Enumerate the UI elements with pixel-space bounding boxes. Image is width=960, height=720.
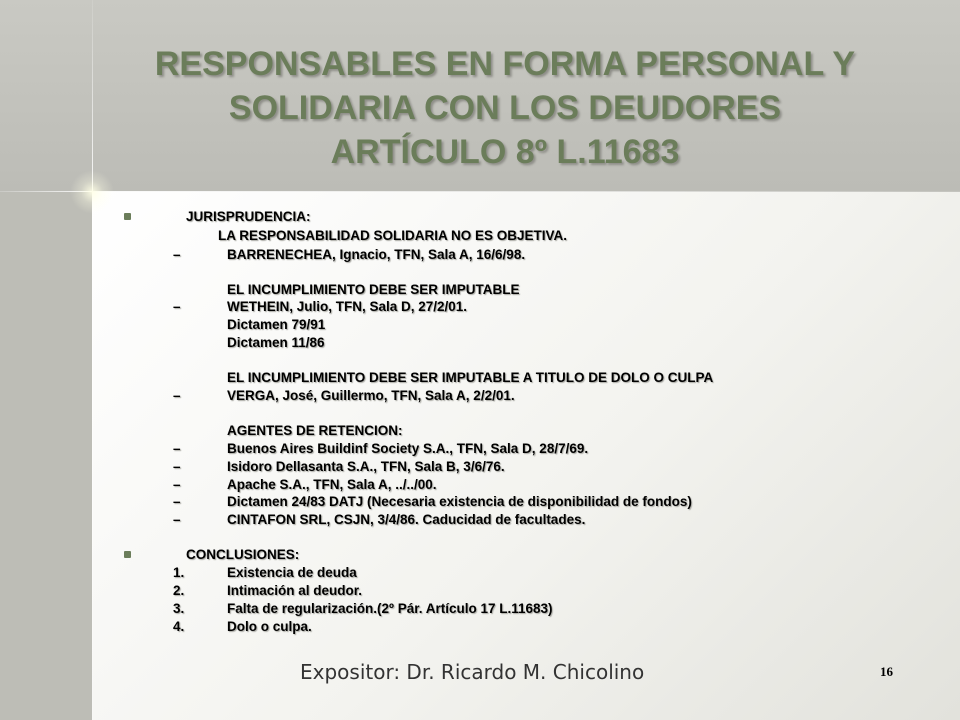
list-dash: – bbox=[173, 388, 181, 403]
dictamen-11-86: Dictamen 11/86 bbox=[227, 335, 325, 350]
case-wethein: WETHEIN, Julio, TFN, Sala D, 27/2/01. bbox=[227, 299, 468, 314]
list-dash: – bbox=[173, 441, 181, 456]
list-dash: – bbox=[173, 247, 181, 262]
agente-item: Isidoro Dellasanta S.A., TFN, Sala B, 3/6/76. bbox=[227, 459, 505, 474]
conclusion-item: Intimación al deudor. bbox=[227, 583, 363, 598]
conclusion-number: 3. bbox=[173, 601, 185, 616]
conclusion-number: 1. bbox=[173, 565, 185, 580]
bullet-square-icon bbox=[124, 551, 131, 558]
section-agentes-retencion: AGENTES DE RETENCION: bbox=[227, 423, 403, 438]
conclusion-number: 2. bbox=[173, 583, 185, 598]
agente-item: Apache S.A., TFN, Sala A, ../../00. bbox=[227, 477, 437, 492]
presenter-footer: Expositor: Dr. Ricardo M. Chicolino bbox=[300, 660, 645, 684]
jurisprudencia-heading: JURISPRUDENCIA: bbox=[186, 209, 311, 224]
section-imputable: EL INCUMPLIMIENTO DEBE SER IMPUTABLE bbox=[227, 282, 520, 297]
agente-item: Buenos Aires Buildinf Society S.A., TFN, Sala D, 28/7/69. bbox=[227, 441, 589, 456]
decorative-star-glow bbox=[70, 170, 114, 214]
slide-title bbox=[110, 42, 900, 174]
title-line-1: RESPONSABLES EN FORMA PERSONAL Y bbox=[154, 45, 856, 83]
case-barrenechea: BARRENECHEA, Ignacio, TFN, Sala A, 16/6/98. bbox=[227, 247, 526, 262]
agente-item: CINTAFON SRL, CSJN, 3/4/86. Caducidad de facultades. bbox=[227, 512, 586, 527]
list-dash: – bbox=[173, 459, 181, 474]
list-dash: – bbox=[173, 299, 181, 314]
conclusion-item: Existencia de deuda bbox=[227, 565, 357, 580]
case-verga: VERGA, José, Guillermo, TFN, Sala A, 2/2/01. bbox=[227, 388, 515, 403]
page-number: 16 bbox=[880, 664, 893, 679]
conclusion-number: 4. bbox=[173, 619, 185, 634]
decorative-star-horizontal bbox=[0, 191, 960, 192]
decorative-star-vertical bbox=[92, 0, 93, 720]
dictamen-79-91: Dictamen 79/91 bbox=[227, 317, 326, 332]
list-dash: – bbox=[173, 477, 181, 492]
list-dash: – bbox=[173, 494, 181, 509]
conclusion-item: Dolo o culpa. bbox=[227, 619, 312, 634]
conclusiones-heading: CONCLUSIONES: bbox=[186, 547, 300, 562]
list-dash: – bbox=[173, 512, 181, 527]
title-line-2: SOLIDARIA CON LOS DEUDORES bbox=[228, 89, 782, 127]
bullet-square-icon bbox=[124, 213, 131, 220]
title-line-3: ARTÍCULO 8º L.11683 bbox=[330, 133, 680, 171]
section-dolo-culpa: EL INCUMPLIMIENTO DEBE SER IMPUTABLE A TITULO DE DOLO O CULPA bbox=[227, 370, 714, 385]
conclusion-item: Falta de regularización.(2º Pár. Artículo 17 L.11683) bbox=[227, 601, 553, 616]
jurisprudencia-subheading: LA RESPONSABILIDAD SOLIDARIA NO ES OBJETIVA. bbox=[218, 228, 568, 243]
agente-item: Dictamen 24/83 DATJ (Necesaria existencia de disponibilidad de fondos) bbox=[227, 494, 692, 509]
